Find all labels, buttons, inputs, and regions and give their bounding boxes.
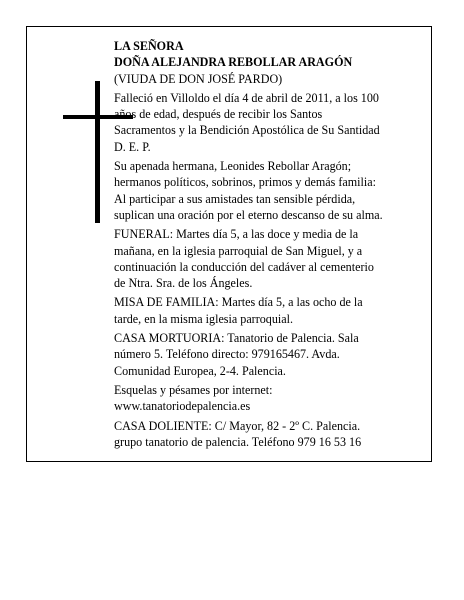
text-line: FUNERAL: Martes día 5, a las doce y media de la (114, 227, 359, 242)
widow-of-line: (VIUDA DE DON JOSÉ PARDO) (114, 71, 283, 86)
text-line: continuación la conducción del cadáver al cementerio (114, 259, 374, 274)
text-line: años de edad, después de recibir los Santos (114, 107, 323, 122)
family-mass-info (114, 294, 414, 327)
notice-paragraphs (114, 90, 414, 450)
text-line: MISA DE FAMILIA: Martes día 5, a las ocho de la (114, 295, 363, 310)
text-line: Sacramentos y la Bendición Apostólica de Su Santidad (114, 123, 380, 138)
text-line: suplican una oración por el eterno descanso de su alma. (114, 207, 383, 222)
death-announcement (114, 90, 414, 155)
text-line: mañana, en la iglesia parroquial de San Miguel, y a (114, 243, 363, 258)
notice-title: LA SEÑORA (114, 39, 184, 53)
notice-text (114, 38, 414, 450)
online-condolences-info (114, 382, 414, 415)
text-line: Falleció en Villoldo el día 4 de abril de 2011, a los 100 (114, 90, 379, 105)
funeral-home-info (114, 330, 414, 379)
text-line: grupo tanatorio de palencia. Teléfono 979 16 53 16 (114, 434, 362, 449)
text-line: tarde, en la misma iglesia parroquial. (114, 311, 293, 326)
text-line: CASA MORTUORIA: Tanatorio de Palencia. Sala (114, 331, 359, 346)
deceased-name: DOÑA ALEJANDRA REBOLLAR ARAGÓN (114, 55, 353, 70)
text-line: CASA DOLIENTE: C/ Mayor, 82 - 2º C. Palencia. (114, 418, 361, 433)
text-line: www.tanatoriodepalencia.es (114, 399, 251, 414)
text-line: Esquelas y pésames por internet: (114, 382, 273, 397)
text-line: Comunidad Europea, 2-4. Palencia. (114, 363, 286, 378)
text-line: Al participar a sus amistades tan sensible pérdida, (114, 191, 356, 206)
cross-vertical-bar (95, 81, 100, 223)
text-line: hermanos políticos, sobrinos, primos y demás familia: (114, 175, 376, 190)
text-line: Su apenada hermana, Leonides Rebollar Aragón; (114, 159, 352, 174)
family-message (114, 158, 414, 223)
text-line: número 5. Teléfono directo: 979165467. Avda. (114, 347, 340, 362)
mourning-house-info (114, 418, 414, 451)
text-line: D. E. P. (114, 139, 151, 154)
text-line: de Ntra. Sra. de los Ángeles. (114, 276, 253, 291)
funeral-info (114, 226, 414, 291)
